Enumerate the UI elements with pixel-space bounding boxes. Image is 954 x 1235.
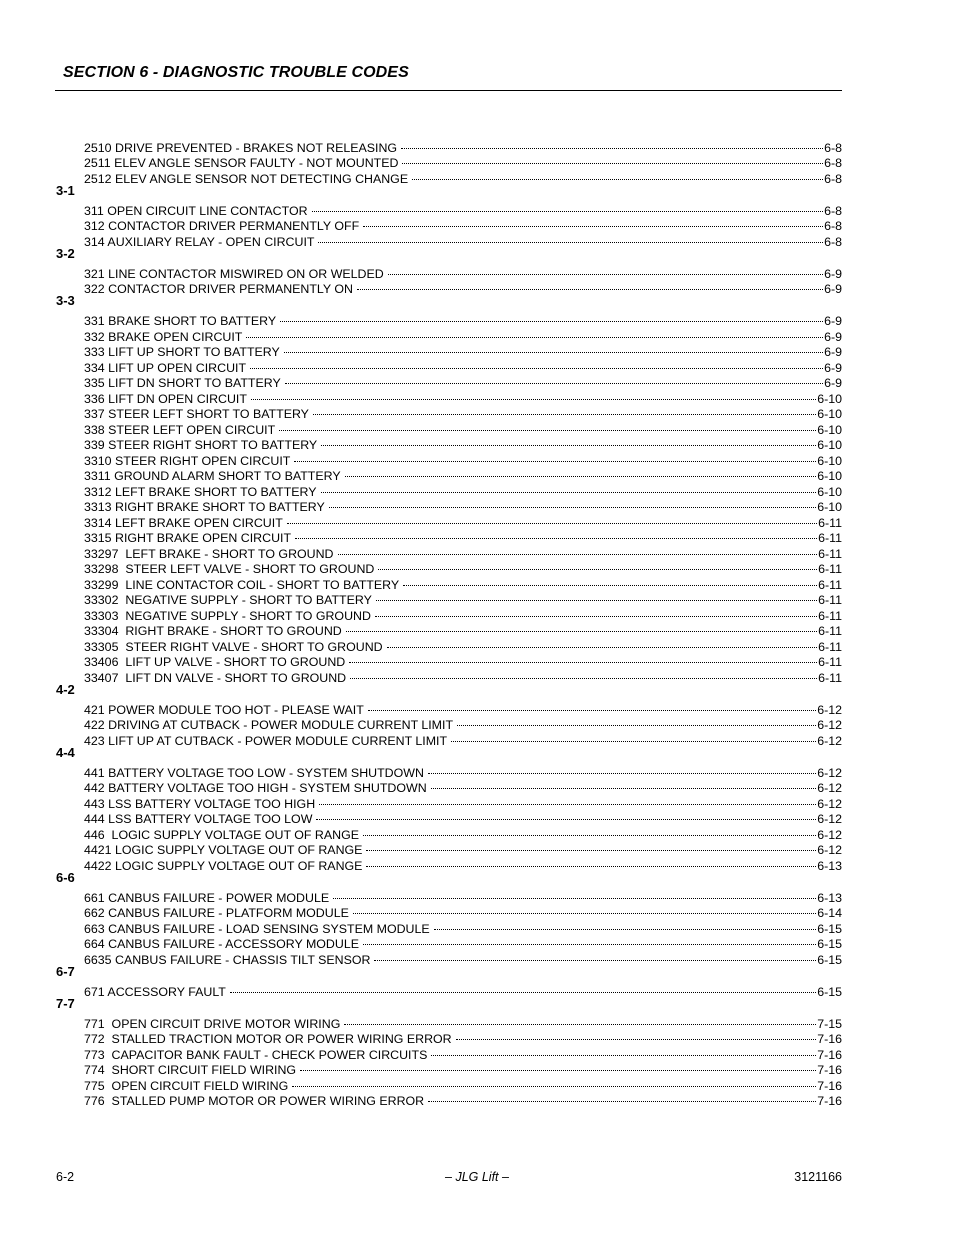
dot-leader (368, 698, 816, 714)
toc-entry-label: 2512 ELEV ANGLE SENSOR NOT DETECTING CHANGE (84, 171, 409, 186)
toc-entry-label: 3310 STEER RIGHT OPEN CIRCUIT (84, 453, 291, 468)
toc-entry-label: 338 STEER LEFT OPEN CIRCUIT (84, 422, 276, 437)
toc-entry-page: 6-8 (824, 203, 842, 218)
toc-entry-page: 6-8 (824, 140, 842, 155)
toc-entry-page: 6-8 (824, 234, 842, 249)
dot-leader (363, 215, 823, 231)
table-of-contents (56, 136, 842, 1108)
section-title: SECTION 6 - DIAGNOSTIC TROUBLE CODES (63, 64, 409, 81)
toc-entry[interactable] (56, 698, 842, 717)
dot-leader (338, 542, 818, 558)
toc-entry-page: 6-11 (818, 515, 842, 530)
dot-leader (250, 356, 823, 372)
toc-entry-label: 3315 RIGHT BRAKE OPEN CIRCUIT (84, 531, 292, 545)
dot-leader (329, 496, 816, 512)
toc-entry-page: 6-9 (824, 376, 842, 390)
dot-leader (401, 136, 823, 152)
toc-entry-page: 6-8 (824, 219, 842, 233)
toc-entry-page: 6-15 (817, 952, 842, 967)
dot-leader (366, 854, 816, 870)
toc-entry-label: 33407 LIFT DN VALVE - SHORT TO GROUND (84, 670, 347, 685)
toc-entry-page: 6-9 (824, 345, 842, 359)
toc-entry-label: 4421 LOGIC SUPPLY VOLTAGE OUT OF RANGE (84, 843, 363, 857)
toc-entry-label: 671 ACCESSORY FAULT (84, 984, 226, 999)
toc-entry-page: 6-10 (817, 422, 842, 437)
toc-entry-label: 774 SHORT CIRCUIT FIELD WIRING (84, 1063, 297, 1077)
dot-leader (374, 948, 816, 964)
toc-entry-label: 3314 LEFT BRAKE OPEN CIRCUIT (84, 515, 283, 530)
dot-leader (457, 714, 816, 730)
dot-leader (321, 480, 817, 496)
toc-entry-page: 6-15 (817, 937, 842, 951)
toc-group-heading: 3-1 (56, 182, 75, 198)
toc-entry-label: 776 STALLED PUMP MOTOR OR POWER WIRING ERROR (84, 1094, 425, 1108)
toc-entry-label: 663 CANBUS FAILURE - LOAD SENSING SYSTEM MODULE (84, 921, 430, 936)
dot-leader (312, 199, 824, 215)
toc-entry-page: 6-12 (817, 702, 842, 717)
dot-leader (285, 372, 823, 388)
toc-entry-label: 332 BRAKE OPEN CIRCUIT (84, 329, 243, 344)
toc-entry[interactable] (56, 136, 842, 155)
dot-leader (333, 886, 816, 902)
dot-leader (357, 278, 823, 294)
toc-entry-page: 6-15 (817, 921, 842, 936)
toc-entry-label: 443 LSS BATTERY VOLTAGE TOO HIGH (84, 796, 316, 811)
dot-leader (434, 917, 817, 933)
dot-leader (378, 558, 817, 574)
toc-entry-label: 4422 LOGIC SUPPLY VOLTAGE OUT OF RANGE (84, 858, 363, 873)
dot-leader (292, 1074, 816, 1090)
dot-leader (428, 761, 816, 777)
toc-entry-page: 6-11 (818, 577, 842, 592)
dot-leader (349, 651, 817, 667)
toc-entry-label: 423 LIFT UP AT CUTBACK - POWER MODULE CURRENT LIMIT (84, 733, 448, 748)
toc-entry[interactable] (56, 886, 842, 905)
toc-entry-page: 6-10 (817, 500, 842, 514)
toc-entry-page: 6-12 (817, 733, 842, 748)
toc-group-heading: 7-7 (56, 995, 75, 1011)
dot-leader (366, 839, 816, 855)
dot-leader (284, 341, 823, 357)
toc-entry[interactable] (56, 761, 842, 780)
dot-leader (412, 167, 823, 183)
toc-entry-label: 33303 NEGATIVE SUPPLY - SHORT TO GROUND (84, 608, 371, 623)
toc-entry-label: 2511 ELEV ANGLE SENSOR FAULTY - NOT MOUNTED (84, 156, 399, 170)
toc-entry-page: 6-9 (824, 282, 842, 296)
dot-leader (402, 152, 823, 168)
toc-entry-page: 6-11 (818, 546, 842, 561)
dot-leader (319, 792, 816, 808)
toc-entry-label: 339 STEER RIGHT SHORT TO BATTERY (84, 438, 318, 452)
footer-doc-number: 3121166 (794, 1170, 842, 1184)
toc-entry-page: 6-8 (824, 156, 842, 170)
dot-leader (251, 387, 816, 403)
dot-leader (246, 325, 823, 341)
toc-entry-label: 442 BATTERY VOLTAGE TOO HIGH - SYSTEM SHUTDOWN (84, 781, 427, 795)
dot-leader (318, 230, 823, 246)
toc-entry-page: 7-16 (817, 1032, 842, 1046)
dot-leader (295, 527, 817, 543)
toc-entry-page: 6-9 (824, 266, 842, 281)
toc-entry-label: 441 BATTERY VOLTAGE TOO LOW - SYSTEM SHUTDOWN (84, 765, 424, 780)
toc-entry-page: 7-16 (817, 1063, 842, 1077)
toc-entry-label: 312 CONTACTOR DRIVER PERMANENTLY OFF (84, 219, 360, 233)
dot-leader (353, 902, 816, 918)
toc-entry-label: 446 LOGIC SUPPLY VOLTAGE OUT OF RANGE (84, 827, 359, 842)
toc-entry-page: 6-11 (818, 531, 842, 545)
toc-entry-page: 6-12 (817, 796, 842, 811)
footer-publisher: – JLG Lift – (445, 1170, 509, 1184)
toc-entry-page: 6-11 (818, 670, 842, 685)
toc-entry-page: 6-14 (817, 906, 842, 920)
dot-leader (388, 262, 823, 278)
toc-group-heading: 4-2 (56, 681, 75, 697)
toc-entry-label: 2510 DRIVE PREVENTED - BRAKES NOT RELEASING (84, 140, 398, 155)
toc-entry-label: 337 STEER LEFT SHORT TO BATTERY (84, 407, 309, 421)
dot-leader (344, 1012, 816, 1028)
toc-group-heading: 3-3 (56, 293, 75, 308)
toc-entry-label: 311 OPEN CIRCUIT LINE CONTACTOR (84, 203, 308, 218)
toc-entry-page: 6-9 (824, 314, 842, 328)
toc-entry-page: 6-11 (818, 608, 842, 623)
dot-leader (456, 1028, 817, 1044)
toc-entry-label: 773 CAPACITOR BANK FAULT - CHECK POWER CIRCUITS (84, 1047, 428, 1062)
dot-leader (376, 589, 817, 605)
toc-entry-label: 33305 STEER RIGHT VALVE - SHORT TO GROUND (84, 639, 383, 654)
dot-leader (363, 823, 816, 839)
toc-entry-label: 336 LIFT DN OPEN CIRCUIT (84, 391, 247, 406)
dot-leader (387, 635, 818, 651)
toc-entry-label: 664 CANBUS FAILURE - ACCESSORY MODULE (84, 937, 359, 951)
dot-leader (451, 729, 816, 745)
toc-entry-page: 6-13 (817, 858, 842, 873)
toc-entry-page: 6-12 (817, 827, 842, 842)
toc-entry-page: 6-8 (824, 171, 842, 186)
toc-entry-label: 33406 LIFT UP VALVE - SHORT TO GROUND (84, 655, 346, 669)
dot-leader (428, 1090, 816, 1106)
toc-entry-label: 6635 CANBUS FAILURE - CHASSIS TILT SENSOR (84, 952, 371, 967)
toc-group-heading: 3-2 (56, 245, 75, 261)
toc-entry[interactable] (56, 1012, 842, 1031)
dot-leader (316, 808, 816, 824)
toc-entry[interactable] (56, 199, 842, 218)
toc-entry-label: 333 LIFT UP SHORT TO BATTERY (84, 345, 280, 359)
dot-leader (346, 620, 817, 636)
toc-entry-label: 335 LIFT DN SHORT TO BATTERY (84, 376, 281, 390)
dot-leader (363, 933, 816, 949)
toc-entry-label: 772 STALLED TRACTION MOTOR OR POWER WIRING ERROR (84, 1032, 452, 1046)
toc-entry[interactable] (56, 980, 842, 999)
dot-leader (300, 1059, 816, 1075)
toc-entry-page: 6-10 (817, 469, 842, 483)
toc-entry-page: 7-16 (817, 1078, 842, 1093)
toc-entry-label: 33304 RIGHT BRAKE - SHORT TO GROUND (84, 624, 342, 638)
toc-entry-page: 6-12 (817, 765, 842, 780)
toc-entry-label: 3312 LEFT BRAKE SHORT TO BATTERY (84, 484, 317, 499)
toc-entry[interactable] (56, 262, 842, 281)
toc-group-heading: 4-4 (56, 744, 75, 760)
dot-leader (280, 310, 823, 326)
dot-leader (345, 465, 817, 481)
toc-entry-page: 6-11 (818, 562, 842, 576)
dot-leader (313, 403, 816, 419)
toc-entry-label: 3311 GROUND ALARM SHORT TO BATTERY (84, 469, 341, 483)
toc-entry-label: 33298 STEER LEFT VALVE - SHORT TO GROUND (84, 562, 375, 576)
toc-entry-label: 334 LIFT UP OPEN CIRCUIT (84, 360, 247, 375)
toc-entry-label: 33299 LINE CONTACTOR COIL - SHORT TO BATTERY (84, 577, 400, 592)
toc-entry-label: 422 DRIVING AT CUTBACK - POWER MODULE CURRENT LIMIT (84, 718, 454, 732)
toc-entry-page: 6-11 (818, 655, 842, 669)
toc-entry-label: 322 CONTACTOR DRIVER PERMANENTLY ON (84, 282, 353, 296)
toc-entry-page: 7-15 (817, 1016, 842, 1031)
dot-leader (230, 980, 816, 996)
toc-entry-page: 6-10 (817, 453, 842, 468)
toc-entry-page: 6-15 (817, 984, 842, 999)
toc-entry-page: 7-16 (817, 1047, 842, 1062)
toc-entry-label: 3313 RIGHT BRAKE SHORT TO BATTERY (84, 500, 325, 514)
toc-entry-page: 6-11 (818, 624, 842, 638)
toc-entry-label: 321 LINE CONTACTOR MISWIRED ON OR WELDED (84, 266, 384, 281)
toc-entry-label: 331 BRAKE SHORT TO BATTERY (84, 314, 277, 328)
toc-group-heading: 6-7 (56, 963, 75, 979)
toc-entry-page: 6-9 (824, 329, 842, 344)
dot-leader (279, 418, 816, 434)
toc-entry-label: 33297 LEFT BRAKE - SHORT TO GROUND (84, 546, 334, 561)
toc-entry-page: 6-9 (824, 360, 842, 375)
toc-entry-label: 33302 NEGATIVE SUPPLY - SHORT TO BATTERY (84, 593, 372, 607)
toc-entry-page: 6-13 (817, 890, 842, 905)
header-divider (55, 90, 842, 91)
toc-entry-page: 6-12 (817, 843, 842, 857)
dot-leader (375, 604, 817, 620)
toc-entry-page: 7-16 (817, 1094, 842, 1108)
toc-entry-label: 775 OPEN CIRCUIT FIELD WIRING (84, 1078, 289, 1093)
dot-leader (350, 666, 817, 682)
toc-entry-page: 6-10 (817, 484, 842, 499)
dot-leader (294, 449, 816, 465)
toc-entry-label: 662 CANBUS FAILURE - PLATFORM MODULE (84, 906, 349, 920)
toc-entry-page: 6-11 (818, 639, 842, 654)
toc-entry-page: 6-10 (817, 391, 842, 406)
dot-leader (431, 777, 817, 793)
toc-entry[interactable] (56, 310, 842, 326)
toc-entry-page: 6-10 (817, 438, 842, 452)
dot-leader (403, 573, 817, 589)
toc-entry-label: 444 LSS BATTERY VOLTAGE TOO LOW (84, 812, 313, 826)
toc-entry-label: 314 AUXILIARY RELAY - OPEN CIRCUIT (84, 234, 315, 249)
toc-entry-page: 6-12 (817, 781, 842, 795)
dot-leader (431, 1043, 816, 1059)
footer-page-number: 6-2 (56, 1170, 75, 1184)
toc-entry-page: 6-12 (817, 812, 842, 826)
toc-entry-page: 6-12 (817, 718, 842, 732)
toc-entry-label: 771 OPEN CIRCUIT DRIVE MOTOR WIRING (84, 1016, 341, 1031)
toc-entry-page: 6-11 (818, 593, 842, 607)
toc-group-heading: 6-6 (56, 869, 75, 885)
toc-entry-label: 661 CANBUS FAILURE - POWER MODULE (84, 890, 330, 905)
dot-leader (321, 434, 816, 450)
toc-entry-label: 421 POWER MODULE TOO HOT - PLEASE WAIT (84, 702, 364, 717)
dot-leader (287, 511, 817, 527)
toc-entry-page: 6-10 (817, 407, 842, 421)
